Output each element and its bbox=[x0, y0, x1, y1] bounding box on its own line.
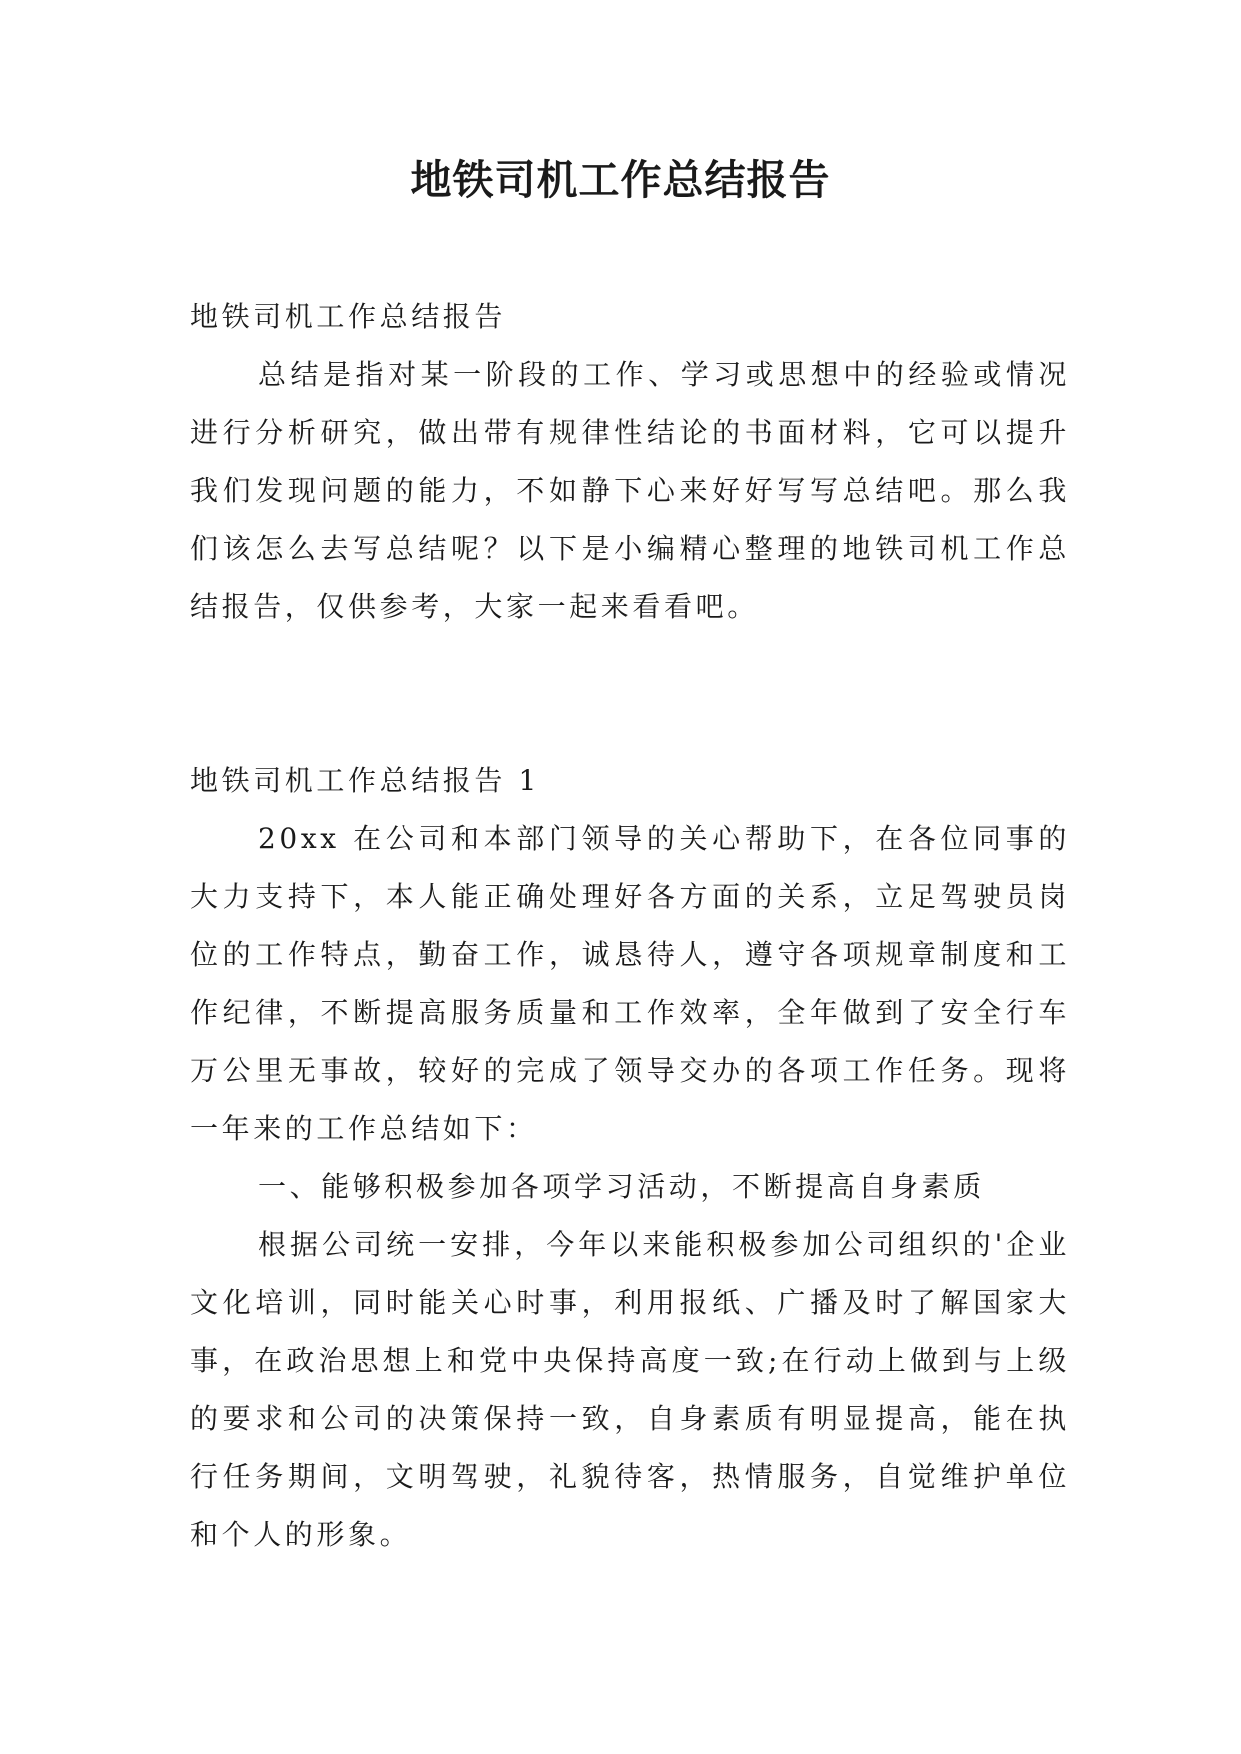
intro-heading: 地铁司机工作总结报告 bbox=[190, 300, 507, 333]
report-1-paragraph-1: 20xx 在公司和本部门领导的关心帮助下，在各位同事的大力支持下，本人能正确处理好各方面的关系，立足驾驶员岗位的工作特点，勤奋工作，诚恳待人，遵守各项规章制度和工作纪律，不断提高服务质量和工作效率，全年做到了安全行车万公里无事故，较好的完成了领导交办的各项工作任务。现将一年来的工作总结如下： bbox=[190, 822, 1070, 1145]
intro-paragraph: 总结是指对某一阶段的工作、学习或思想中的经验或情况进行分析研究，做出带有规律性结论的书面材料，它可以提升我们发现问题的能力，不如静下心来好好写写总结吧。那么我们该怎么去写总结呢？以下是小编精心整理的地铁司机工作总结报告，仅供参考，大家一起来看看吧。 bbox=[190, 358, 1070, 623]
report-1-paragraph-2: 根据公司统一安排，今年以来能积极参加公司组织的'企业文化培训，同时能关心时事，利用报纸、广播及时了解国家大事，在政治思想上和党中央保持高度一致;在行动上做到与上级的要求和公司的决策保持一致，自身素质有明显提高，能在执行任务期间，文明驾驶，礼貌待客，热情服务，自觉维护单位和个人的形象。 bbox=[190, 1228, 1070, 1551]
document-title: 地铁司机工作总结报告 bbox=[410, 156, 831, 204]
report-1-subheading: 一、能够积极参加各项学习活动，不断提高自身素质 bbox=[258, 1170, 985, 1203]
report-1-section bbox=[190, 752, 1070, 1564]
report-1-heading: 地铁司机工作总结报告 1 bbox=[190, 764, 540, 797]
intro-section bbox=[190, 288, 1070, 636]
